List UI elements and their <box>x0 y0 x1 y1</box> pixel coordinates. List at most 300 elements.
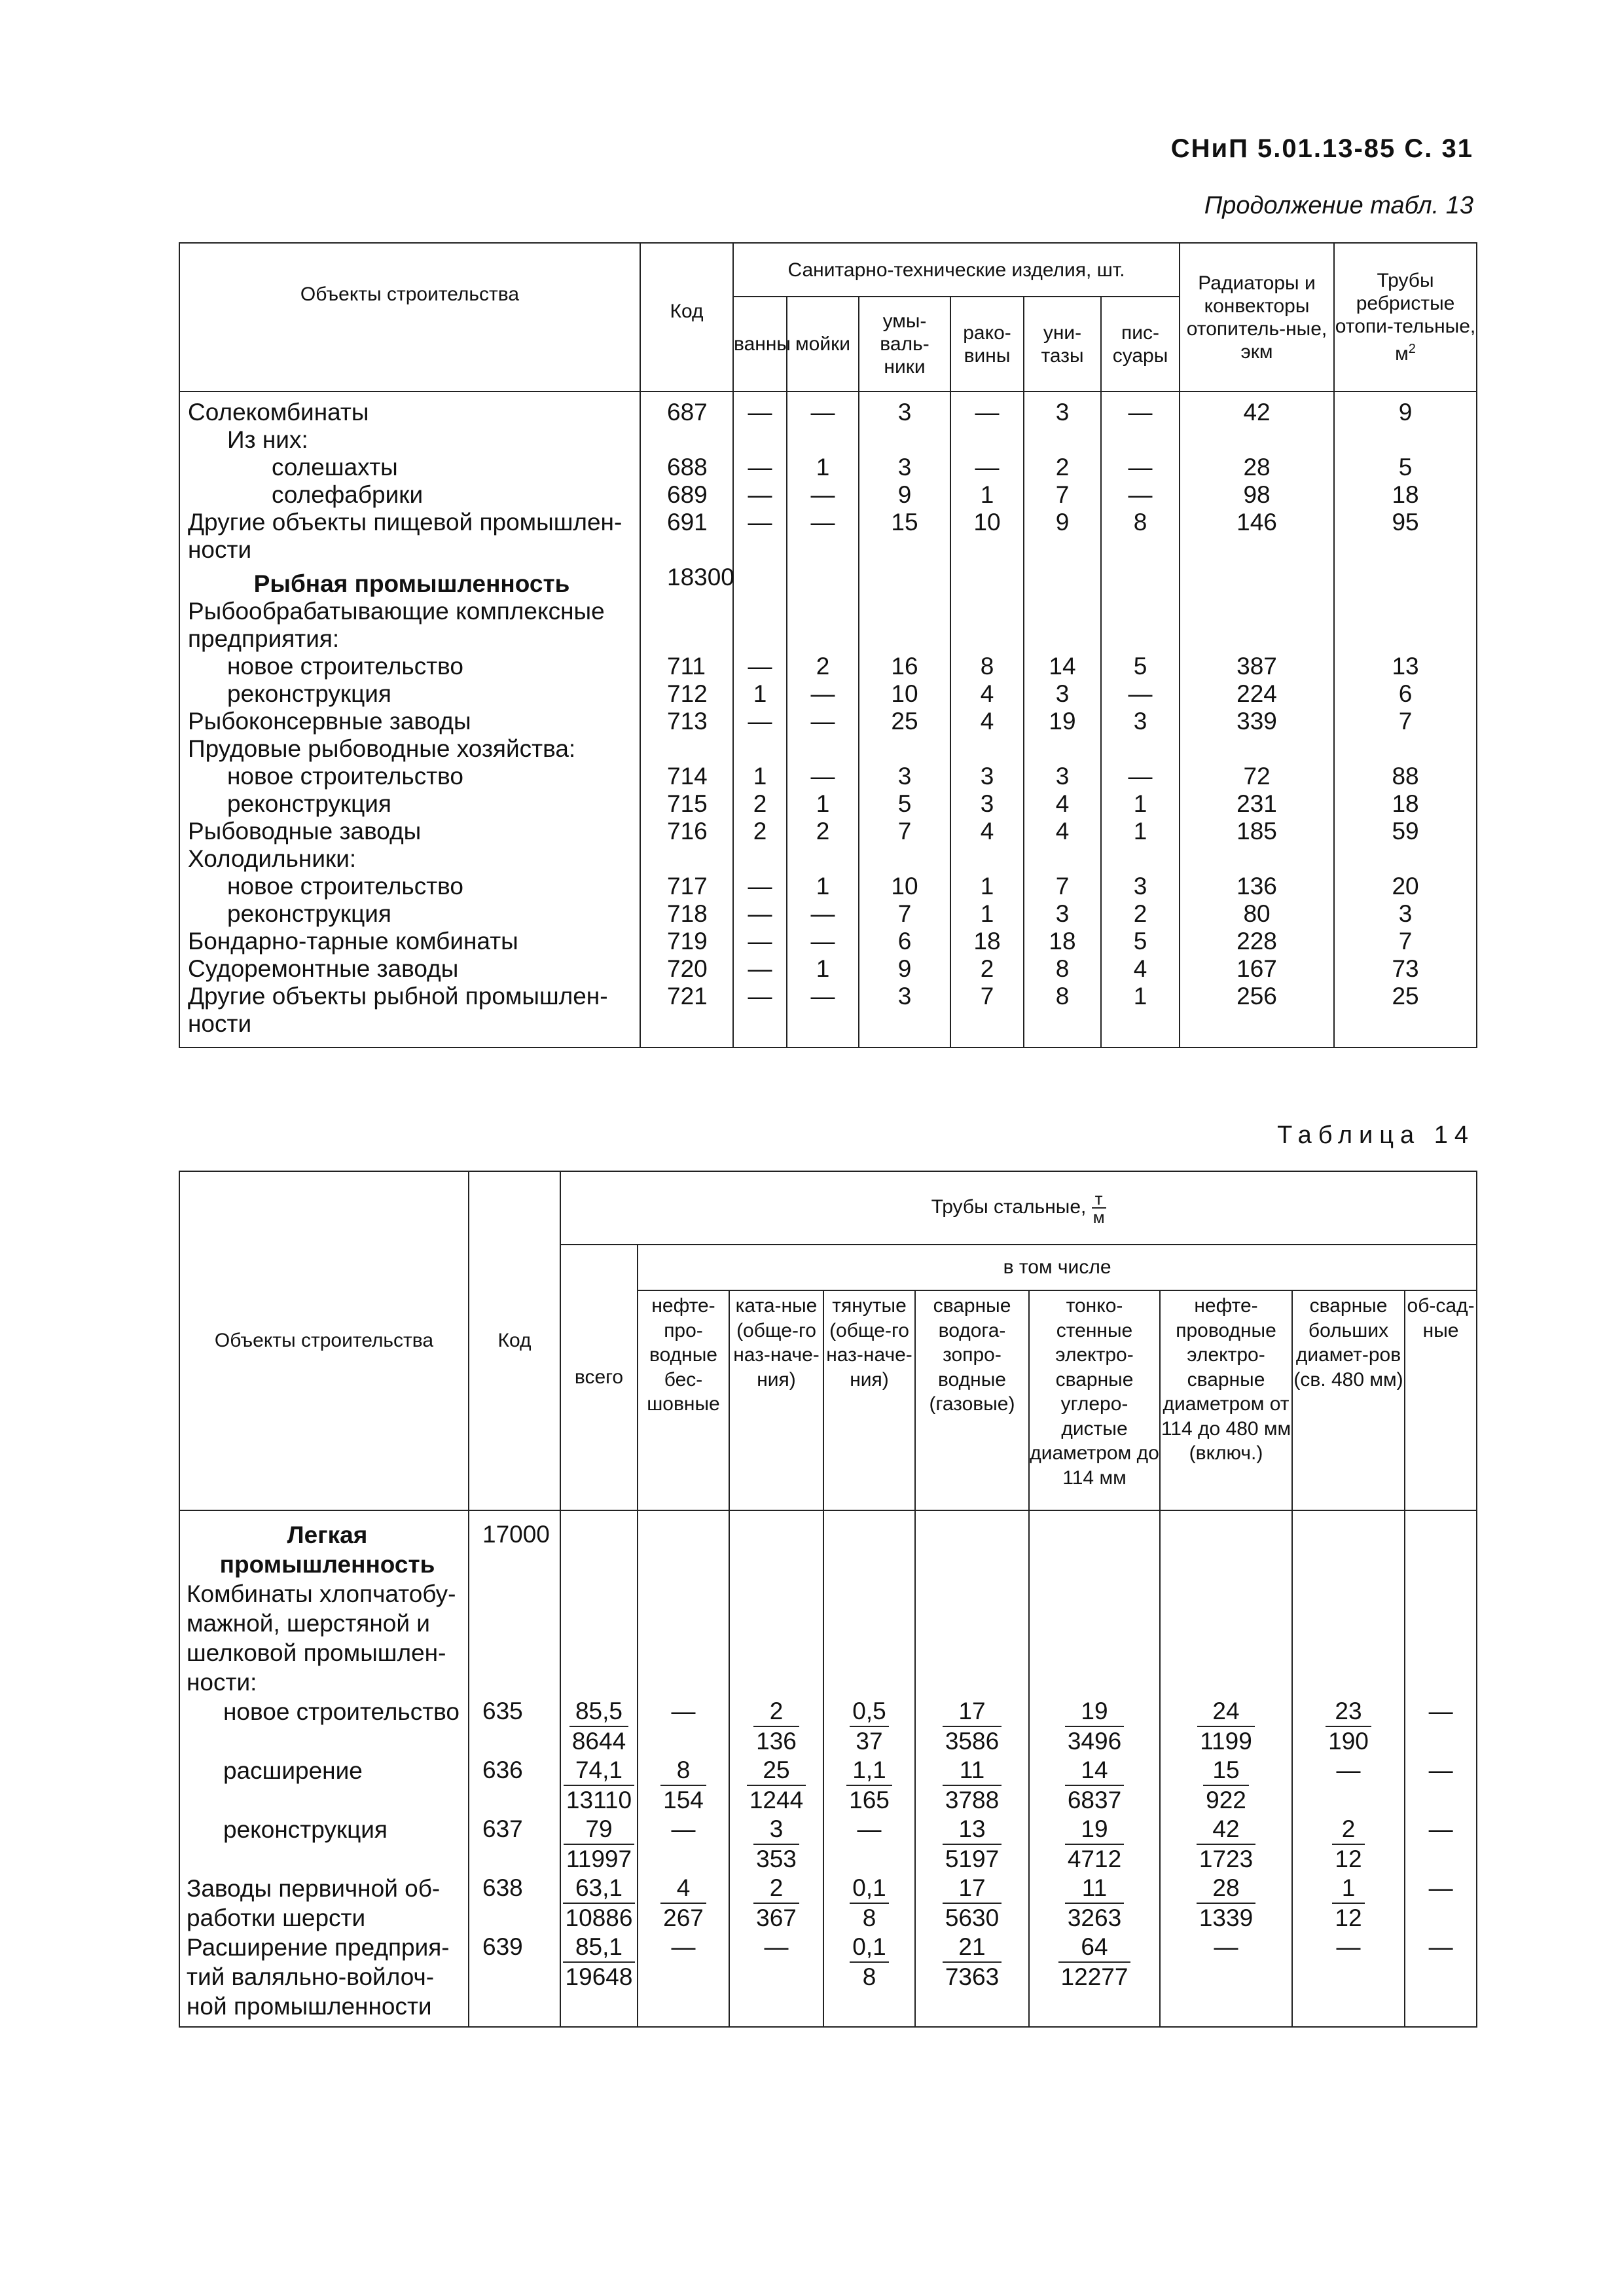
row-value: 8 <box>1101 509 1180 564</box>
row-name: Другие объекты пищевой промышлен-ности <box>179 509 640 564</box>
row-value: 2 <box>950 955 1024 983</box>
value-fraction <box>1065 1874 1124 1933</box>
row-value: 167 <box>1180 955 1334 983</box>
value-tonnes: 42 <box>1197 1815 1255 1845</box>
row-value: 13 <box>1334 653 1477 680</box>
row-value: 18 <box>950 928 1024 955</box>
row-value: 2 <box>733 818 787 845</box>
row-value <box>1101 845 1180 873</box>
table-row <box>179 598 1477 653</box>
value-tonnes: 1 <box>1332 1874 1364 1904</box>
row-value: 387 <box>1180 653 1334 680</box>
row-value <box>1024 598 1101 653</box>
row-value <box>915 1579 1029 1697</box>
row-value <box>638 1874 729 1933</box>
table-row <box>179 955 1477 983</box>
row-value: — <box>787 481 859 509</box>
row-value <box>915 1815 1029 1874</box>
row-value: — <box>733 509 787 564</box>
row-name: реконструкция <box>179 790 640 818</box>
row-value <box>1024 845 1101 873</box>
row-value: 28 <box>1180 454 1334 481</box>
row-code: 639 <box>469 1933 560 2027</box>
row-value <box>1334 598 1477 653</box>
row-value <box>1334 564 1477 598</box>
row-code: 637 <box>469 1815 560 1874</box>
value-fraction <box>1065 1815 1124 1874</box>
table-row <box>179 653 1477 680</box>
col-header-code: Код <box>640 243 733 392</box>
row-value: — <box>787 680 859 708</box>
value-tonnes: 11 <box>1065 1874 1124 1904</box>
row-value <box>729 1579 823 1697</box>
row-value: — <box>1101 481 1180 509</box>
row-value: 5 <box>1101 928 1180 955</box>
table-row <box>179 790 1477 818</box>
row-value: 25 <box>1334 983 1477 1048</box>
row-value: — <box>787 928 859 955</box>
row-value <box>733 845 787 873</box>
value-metres: 12 <box>1335 1904 1362 1931</box>
row-value: 7 <box>859 818 950 845</box>
row-value: 1 <box>787 790 859 818</box>
row-value: 3 <box>1101 873 1180 900</box>
row-value: 7 <box>1334 928 1477 955</box>
value-metres: 190 <box>1328 1728 1369 1755</box>
row-code: 691 <box>640 509 733 564</box>
row-value: — <box>733 653 787 680</box>
row-value <box>560 1933 638 2027</box>
row-value: 1 <box>950 900 1024 928</box>
row-code <box>469 1579 560 1697</box>
row-value <box>729 1697 823 1756</box>
row-value: — <box>638 1933 729 2027</box>
row-value <box>1405 1510 1477 1579</box>
value-metres: 367 <box>756 1904 797 1931</box>
row-value <box>560 1697 638 1756</box>
row-name: Из них: <box>179 426 640 454</box>
value-fraction <box>563 1874 636 1933</box>
row-value: — <box>1405 1697 1477 1756</box>
col-header-welded-water-gas: сварные водога-зопро-водные (газовые) <box>915 1290 1029 1510</box>
row-code: 712 <box>640 680 733 708</box>
row-value: 3 <box>1024 680 1101 708</box>
value-fraction <box>660 1756 706 1815</box>
row-value <box>638 1756 729 1815</box>
row-code: 18300 <box>640 564 733 598</box>
row-value <box>950 735 1024 763</box>
row-value: — <box>1101 680 1180 708</box>
row-value <box>859 598 950 653</box>
row-value: 2 <box>1024 454 1101 481</box>
value-fraction <box>943 1933 1001 1992</box>
row-value: — <box>950 392 1024 426</box>
row-value: — <box>733 955 787 983</box>
row-value <box>950 598 1024 653</box>
value-tonnes: 2 <box>1332 1815 1364 1845</box>
value-fraction <box>747 1756 806 1815</box>
value-tonnes: 17 <box>943 1697 1001 1727</box>
row-value: 9 <box>859 481 950 509</box>
row-value: 8 <box>950 653 1024 680</box>
row-value <box>560 1756 638 1815</box>
value-tonnes: 21 <box>943 1933 1001 1963</box>
row-value: — <box>733 454 787 481</box>
table-row <box>179 1579 1477 1697</box>
row-value <box>729 1756 823 1815</box>
value-metres: 165 <box>849 1787 890 1813</box>
row-code <box>640 845 733 873</box>
table-row <box>179 873 1477 900</box>
row-value <box>1180 598 1334 653</box>
row-value <box>1292 1697 1405 1756</box>
table-13-body <box>179 392 1477 1048</box>
row-value <box>1024 426 1101 454</box>
row-value <box>859 426 950 454</box>
row-value: 3 <box>1024 900 1101 928</box>
row-value: 42 <box>1180 392 1334 426</box>
row-value: 4 <box>950 680 1024 708</box>
table-row <box>179 564 1477 598</box>
value-tonnes: 64 <box>1058 1933 1131 1963</box>
table-row <box>179 1510 1477 1579</box>
value-fraction <box>943 1697 1001 1756</box>
row-name: Легкая промышленность <box>179 1510 469 1579</box>
row-value: 15 <box>859 509 950 564</box>
row-value: 25 <box>859 708 950 735</box>
col-header-objects: Объекты строительства <box>179 243 640 392</box>
row-value: — <box>733 392 787 426</box>
row-value <box>823 1756 915 1815</box>
value-fraction <box>850 1697 888 1756</box>
col-header-pipes: Трубы ребристые отопи-тельные, $м^2$ <box>1334 243 1477 392</box>
row-value <box>859 735 950 763</box>
row-code: 716 <box>640 818 733 845</box>
row-value <box>915 1510 1029 1579</box>
value-metres: 8644 <box>571 1728 626 1755</box>
table-row <box>179 818 1477 845</box>
value-metres: 922 <box>1206 1787 1246 1813</box>
value-fraction <box>943 1874 1001 1933</box>
row-code: 713 <box>640 708 733 735</box>
value-metres: 8 <box>862 1904 876 1931</box>
row-value: 3 <box>859 454 950 481</box>
value-fraction <box>564 1756 634 1815</box>
row-value: 3 <box>859 983 950 1048</box>
table-14-body <box>179 1510 1477 2027</box>
value-fraction <box>850 1874 888 1933</box>
row-value <box>950 845 1024 873</box>
row-value: 2 <box>733 790 787 818</box>
row-value: 9 <box>1334 392 1477 426</box>
row-value: 4 <box>1101 955 1180 983</box>
col-header-urinals: пис-суары <box>1101 297 1180 392</box>
value-tonnes: 19 <box>1065 1697 1124 1727</box>
row-name: Расширение предприя-тий валяльно-войлоч-ной промышленности <box>179 1933 469 2027</box>
row-value <box>1292 1815 1405 1874</box>
row-code: 720 <box>640 955 733 983</box>
row-value <box>823 1874 915 1933</box>
table-row <box>179 481 1477 509</box>
row-value <box>733 564 787 598</box>
row-code <box>640 426 733 454</box>
value-fraction <box>1326 1697 1371 1756</box>
value-metres: 8 <box>862 1963 876 1990</box>
row-name: реконструкция <box>179 1815 469 1874</box>
row-name: Рыбоконсервные заводы <box>179 708 640 735</box>
row-value: — <box>733 928 787 955</box>
value-fraction <box>753 1874 799 1933</box>
row-value <box>1160 1756 1292 1815</box>
value-tonnes: 0,1 <box>850 1933 888 1963</box>
value-metres: 1723 <box>1199 1846 1254 1872</box>
row-value: 10 <box>859 873 950 900</box>
row-value <box>1334 426 1477 454</box>
row-value <box>1180 564 1334 598</box>
row-value <box>1405 1579 1477 1697</box>
row-value: 3 <box>1024 763 1101 790</box>
row-value: 1 <box>733 763 787 790</box>
table-row <box>179 1874 1477 1933</box>
row-code: 635 <box>469 1697 560 1756</box>
col-header-large-diameter: сварные больших диамет-ров (св. 480 мм) <box>1292 1290 1405 1510</box>
row-name: новое строительство <box>179 873 640 900</box>
value-tonnes: 19 <box>1065 1815 1124 1845</box>
row-name: реконструкция <box>179 680 640 708</box>
row-code: 17000 <box>469 1510 560 1579</box>
row-value: — <box>733 983 787 1048</box>
row-value: 4 <box>1024 818 1101 845</box>
row-value: 19 <box>1024 708 1101 735</box>
value-metres: 12 <box>1335 1846 1362 1872</box>
row-value: 3 <box>950 763 1024 790</box>
row-value <box>733 426 787 454</box>
value-tonnes: 85,5 <box>569 1697 628 1727</box>
row-value: 10 <box>950 509 1024 564</box>
value-tonnes: 1,1 <box>846 1756 892 1786</box>
value-fraction <box>850 1933 888 1992</box>
table-row <box>179 928 1477 955</box>
value-metres: 353 <box>756 1846 797 1872</box>
row-value: 1 <box>787 873 859 900</box>
row-value: — <box>733 873 787 900</box>
value-fraction <box>1197 1815 1255 1874</box>
col-header-radiators: Радиаторы и конвекторы отопитель-ные, экм <box>1180 243 1334 392</box>
row-value: 80 <box>1180 900 1334 928</box>
col-header-casing: об-сад-ные <box>1405 1290 1477 1510</box>
row-code: 687 <box>640 392 733 426</box>
value-metres: 3263 <box>1067 1904 1122 1931</box>
row-value: 18 <box>1334 481 1477 509</box>
row-value: — <box>638 1697 729 1756</box>
value-tonnes: 24 <box>1197 1697 1255 1727</box>
table-row <box>179 900 1477 928</box>
value-metres: 3496 <box>1067 1728 1122 1755</box>
row-value <box>1160 1510 1292 1579</box>
row-value: 4 <box>950 708 1024 735</box>
row-value: 16 <box>859 653 950 680</box>
value-metres: 19648 <box>565 1963 633 1990</box>
value-metres: 6837 <box>1067 1787 1122 1813</box>
value-fraction <box>1332 1874 1364 1933</box>
table-row <box>179 426 1477 454</box>
row-value <box>1334 735 1477 763</box>
col-header-baths: ванны <box>733 297 787 392</box>
value-tonnes: 25 <box>747 1756 806 1786</box>
row-code: 689 <box>640 481 733 509</box>
col-header-basins: рако-вины <box>950 297 1024 392</box>
row-value: 228 <box>1180 928 1334 955</box>
value-tonnes: 2 <box>753 1874 799 1904</box>
value-tonnes: 14 <box>1065 1756 1124 1786</box>
row-value <box>915 1874 1029 1933</box>
table-row <box>179 845 1477 873</box>
row-value: 5 <box>1101 653 1180 680</box>
value-tonnes: 8 <box>660 1756 706 1786</box>
table-14-caption: Таблица 14 <box>1277 1121 1475 1149</box>
row-value: 18 <box>1334 790 1477 818</box>
value-fraction <box>563 1933 636 1992</box>
row-value <box>1160 1697 1292 1756</box>
document-reference: СНиП 5.01.13-85 С. 31 <box>1170 134 1473 163</box>
row-value: 8 <box>1024 983 1101 1048</box>
table-row <box>179 708 1477 735</box>
row-value <box>560 1874 638 1933</box>
row-value: 88 <box>1334 763 1477 790</box>
col-header-oil-welded: нефте-проводные электро-сварные диаметром от 114 до 480 мм (включ.) <box>1160 1290 1292 1510</box>
row-value: 339 <box>1180 708 1334 735</box>
row-code <box>640 735 733 763</box>
row-value: — <box>733 481 787 509</box>
row-value: — <box>823 1815 915 1874</box>
row-value <box>950 564 1024 598</box>
row-name: Рыбоводные заводы <box>179 818 640 845</box>
col-header-toilets: уни-тазы <box>1024 297 1101 392</box>
row-value <box>859 564 950 598</box>
table-row <box>179 1697 1477 1756</box>
row-value <box>787 564 859 598</box>
row-value <box>1029 1874 1160 1933</box>
row-code: 718 <box>640 900 733 928</box>
value-metres: 1244 <box>749 1787 804 1813</box>
value-fraction <box>1203 1756 1249 1815</box>
row-name: Рыбообрабатывающие комплексные предприятия: <box>179 598 640 653</box>
row-value <box>1160 1815 1292 1874</box>
row-value: 7 <box>1334 708 1477 735</box>
row-value <box>1334 845 1477 873</box>
value-metres: 4712 <box>1067 1846 1122 1872</box>
col-header-oil-seamless: нефте-про-водные бес-шовные <box>638 1290 729 1510</box>
row-value: — <box>1292 1756 1405 1815</box>
row-value <box>1029 1756 1160 1815</box>
row-value: — <box>729 1933 823 2027</box>
col-header-objects: Объекты строительства <box>179 1171 469 1510</box>
row-value: 1 <box>1101 818 1180 845</box>
value-fraction <box>1332 1815 1364 1874</box>
value-tonnes: 15 <box>1203 1756 1249 1786</box>
value-tonnes: 2 <box>753 1697 799 1727</box>
row-value <box>823 1579 915 1697</box>
value-tonnes: 17 <box>943 1874 1001 1904</box>
row-value <box>560 1579 638 1697</box>
value-metres: 10886 <box>565 1904 633 1931</box>
row-value: 2 <box>787 653 859 680</box>
row-value <box>560 1510 638 1579</box>
row-value <box>729 1815 823 1874</box>
row-value <box>950 426 1024 454</box>
row-name: Холодильники: <box>179 845 640 873</box>
value-fraction <box>1058 1933 1131 1992</box>
value-metres: 136 <box>756 1728 797 1755</box>
value-fraction <box>1197 1874 1255 1933</box>
row-value <box>787 845 859 873</box>
row-value: 231 <box>1180 790 1334 818</box>
row-value: 136 <box>1180 873 1334 900</box>
row-value <box>1292 1510 1405 1579</box>
value-fraction <box>943 1756 1001 1815</box>
table-continuation-note: Продолжение табл. 13 <box>1204 192 1473 219</box>
row-code: 719 <box>640 928 733 955</box>
row-value <box>1029 1815 1160 1874</box>
row-value <box>1101 735 1180 763</box>
value-tonnes: 79 <box>564 1815 634 1845</box>
value-fraction <box>753 1815 799 1874</box>
row-value: 185 <box>1180 818 1334 845</box>
row-value: 10 <box>859 680 950 708</box>
row-value: 9 <box>1024 509 1101 564</box>
row-name: Другие объекты рыбной промышлен-ности <box>179 983 640 1048</box>
value-metres: 12277 <box>1060 1963 1128 1990</box>
row-value: — <box>787 983 859 1048</box>
row-name: Комбинаты хлопчатобу-мажной, шерстяной и шелковой промышлен-ности: <box>179 1579 469 1697</box>
row-name: солешахты <box>179 454 640 481</box>
row-value <box>915 1756 1029 1815</box>
row-value <box>1292 1579 1405 1697</box>
col-header-rolled: ката-ные (обще-го наз-наче-ния) <box>729 1290 823 1510</box>
value-metres: 3788 <box>945 1787 1000 1813</box>
value-tonnes: 4 <box>660 1874 706 1904</box>
row-value <box>1180 426 1334 454</box>
table-row <box>179 1815 1477 1874</box>
row-value: 1 <box>950 873 1024 900</box>
table-13 <box>179 242 1477 1048</box>
row-value <box>787 426 859 454</box>
table-row <box>179 763 1477 790</box>
table-row <box>179 1756 1477 1815</box>
col-header-sanitary-group: Санитарно-технические изделия, шт. <box>733 243 1180 297</box>
value-fraction <box>1065 1756 1124 1815</box>
row-value: 20 <box>1334 873 1477 900</box>
row-value: — <box>950 454 1024 481</box>
table-row <box>179 680 1477 708</box>
row-value: 72 <box>1180 763 1334 790</box>
row-value <box>787 735 859 763</box>
row-value: 3 <box>1024 392 1101 426</box>
col-header-code: Код <box>469 1171 560 1510</box>
row-value <box>733 598 787 653</box>
row-value: 59 <box>1334 818 1477 845</box>
row-value <box>915 1697 1029 1756</box>
row-name: реконструкция <box>179 900 640 928</box>
row-value <box>859 845 950 873</box>
row-code: 688 <box>640 454 733 481</box>
row-value: — <box>638 1815 729 1874</box>
value-metres: 3586 <box>945 1728 1000 1755</box>
value-tonnes: 85,1 <box>563 1933 636 1963</box>
row-value: — <box>787 900 859 928</box>
col-header-thin-wall: тонко-стенные электро-сварные углеро-дистые диаметром до 114 мм <box>1029 1290 1160 1510</box>
row-value: 6 <box>1334 680 1477 708</box>
